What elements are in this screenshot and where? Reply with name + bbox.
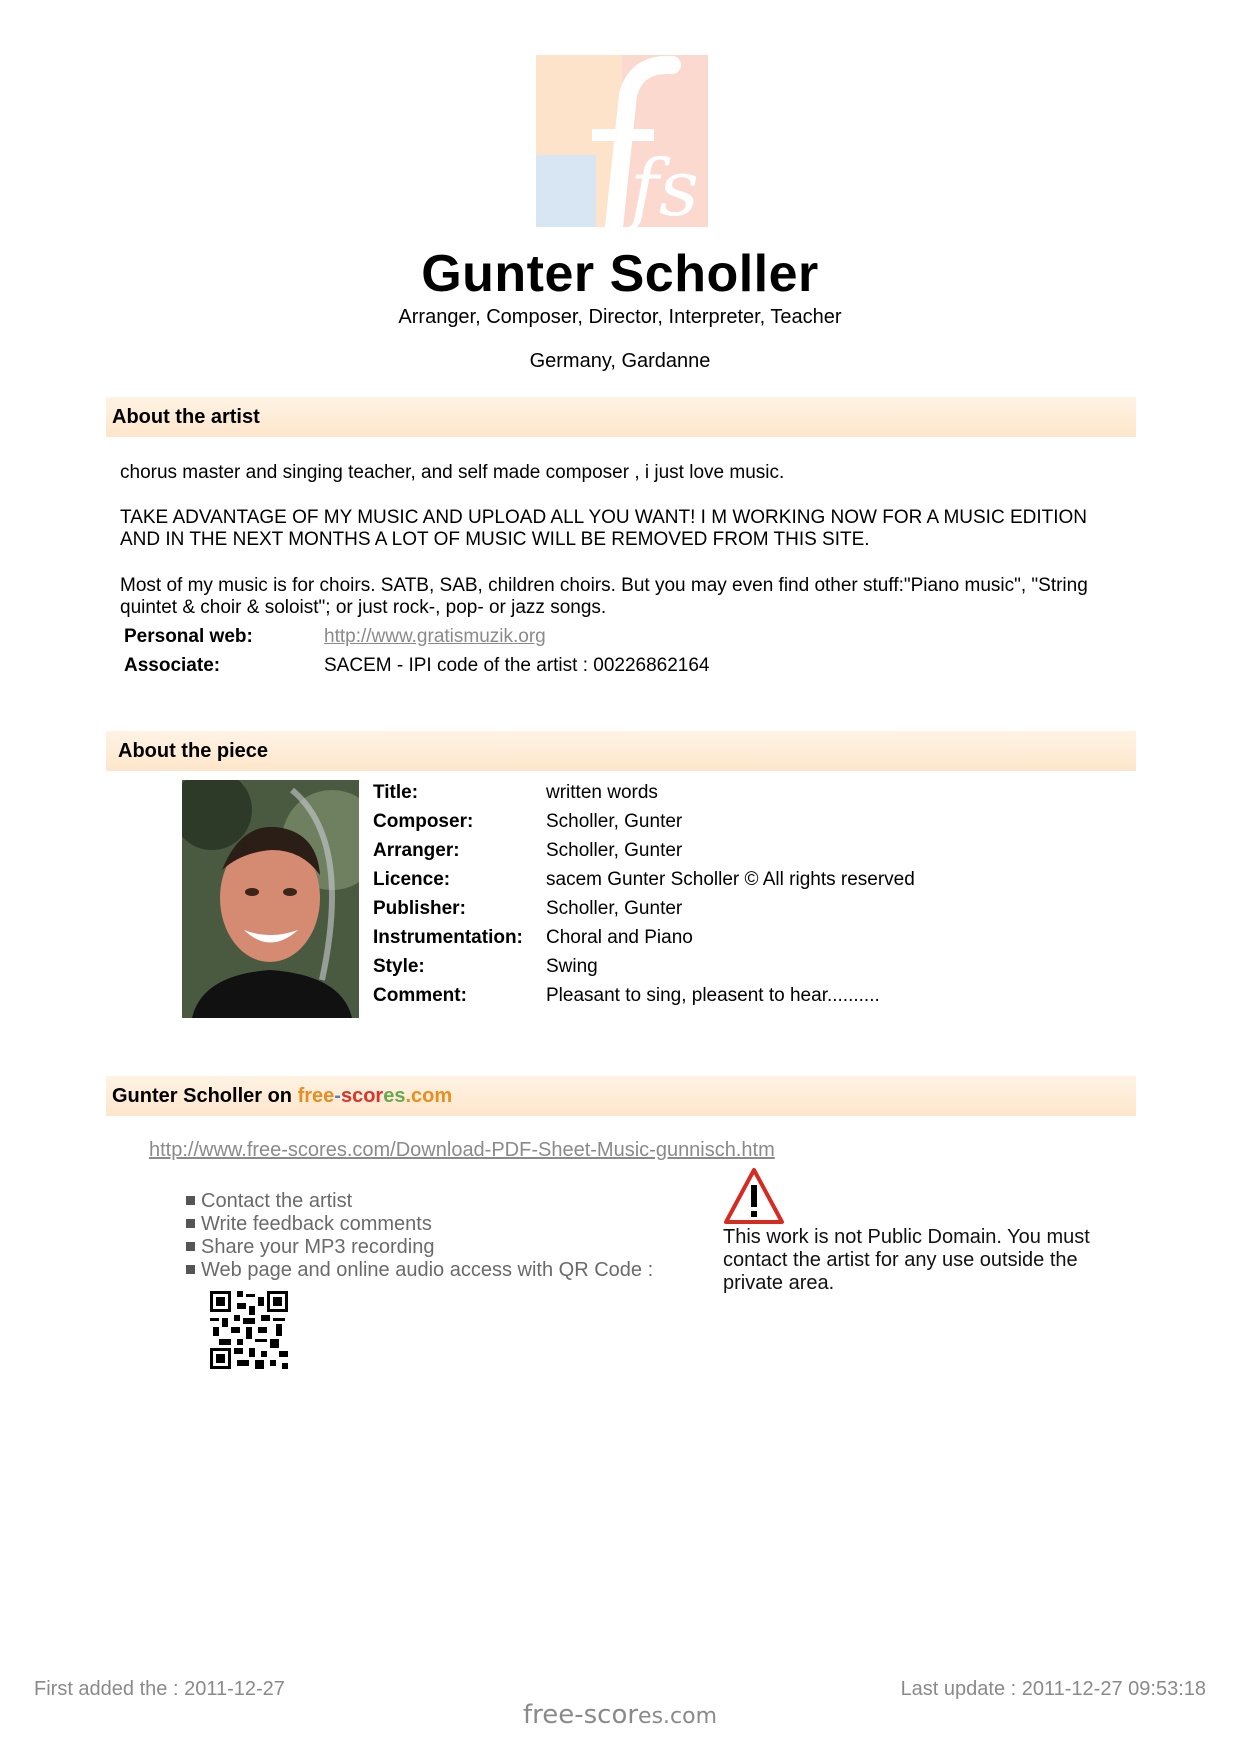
arranger-value: Scholler, Gunter [546, 840, 683, 861]
brand-scor: scor [340, 1085, 384, 1107]
artist-roles: Arranger, Composer, Director, Interpreter, Teacher [398, 306, 842, 328]
contact-artist-link[interactable]: Contact the artist [201, 1190, 353, 1212]
instrumentation-label: Instrumentation: [373, 927, 523, 948]
list-item[interactable] [186, 1213, 653, 1236]
bullet-icon [186, 1265, 195, 1274]
about-artist-header [106, 397, 1136, 437]
qr-code-link[interactable]: Web page and online audio access with QR Code : [201, 1259, 654, 1281]
about-piece-header [106, 731, 1136, 771]
title-prefix: Gunter Scholler on [112, 1085, 298, 1107]
footer-brand-logo [0, 1700, 1240, 1730]
publisher-label: Publisher: [373, 898, 466, 919]
personal-web-link[interactable]: http://www.gratismuzik.org [324, 626, 546, 647]
section-title: About the piece [118, 740, 269, 762]
footer-brand-b: es.com [638, 1704, 718, 1729]
bullet-icon [186, 1219, 195, 1228]
last-update-date: Last update : 2011-12-27 09:53:18 [900, 1678, 1206, 1700]
list-item[interactable] [186, 1236, 653, 1259]
list-item[interactable] [186, 1259, 653, 1282]
instrumentation-value: Choral and Piano [546, 927, 693, 948]
personal-web-label: Personal web: [124, 626, 253, 647]
artist-location: Germany, Gardanne [529, 350, 711, 372]
bio-paragraph-3: Most of my music is for choirs. SATB, SAB, children choirs. But you may even find other stuff:"Piano music", "String quintet & choir & soloist"; or just rock-, pop- or jazz songs. [120, 575, 1088, 618]
share-mp3-link[interactable]: Share your MP3 recording [201, 1236, 435, 1258]
logo-text: fs [630, 144, 699, 227]
brand-es: es [383, 1085, 406, 1107]
first-added-date: First added the : 2011-12-27 [34, 1678, 285, 1700]
section-title: About the artist [112, 406, 260, 428]
licence-label: Licence: [373, 869, 451, 890]
title-label: Title: [373, 782, 419, 803]
style-label: Style: [373, 956, 425, 977]
composer-value: Scholler, Gunter [546, 811, 683, 832]
composer-label: Composer: [373, 811, 474, 832]
public-domain-warning: This work is not Public Domain. You must contact the artist for any use outside the private area. [723, 1226, 1090, 1294]
licence-value: sacem Gunter Scholler © All rights reserved [546, 869, 915, 890]
publisher-value: Scholler, Gunter [546, 898, 683, 919]
section-title [112, 1085, 452, 1108]
bullet-icon [186, 1196, 195, 1205]
brand-free: free [297, 1085, 335, 1107]
qr-code-icon[interactable] [210, 1291, 288, 1369]
comment-value: Pleasant to sing, pleasent to hear.......... [546, 985, 880, 1006]
title-value: written words [546, 782, 658, 803]
list-item[interactable] [186, 1190, 653, 1213]
free-scores-url-link[interactable]: http://www.free-scores.com/Download-PDF-Sheet-Music-gunnisch.htm [149, 1139, 775, 1161]
free-scores-logo [536, 55, 708, 227]
associate-label: Associate: [124, 655, 221, 676]
free-scores-header [106, 1076, 1136, 1116]
comment-label: Comment: [373, 985, 467, 1006]
write-feedback-link[interactable]: Write feedback comments [201, 1213, 432, 1235]
bio-paragraph-2: TAKE ADVANTAGE OF MY MUSIC AND UPLOAD ALL YOU WANT! I M WORKING NOW FOR A MUSIC EDITION AND IN THE NEXT MONTHS A LOT OF MUSIC WILL BE REMOVED FROM THIS SITE. [120, 507, 1088, 550]
style-value: Swing [546, 956, 598, 977]
bullet-icon [186, 1242, 195, 1251]
associate-value: SACEM - IPI code of the artist : 00226862164 [324, 655, 710, 676]
bio-paragraph-1: chorus master and singing teacher, and self made composer , i just love music. [120, 462, 785, 483]
artist-links-list [186, 1190, 653, 1282]
footer-brand-a: free-scor [522, 1700, 639, 1730]
arranger-label: Arranger: [373, 840, 460, 861]
brand-dash: - [334, 1085, 341, 1107]
warning-icon [723, 1167, 785, 1225]
artist-name: Gunter Scholler [421, 245, 819, 303]
artist-photo [182, 780, 359, 1018]
brand-com: .com [405, 1085, 453, 1107]
